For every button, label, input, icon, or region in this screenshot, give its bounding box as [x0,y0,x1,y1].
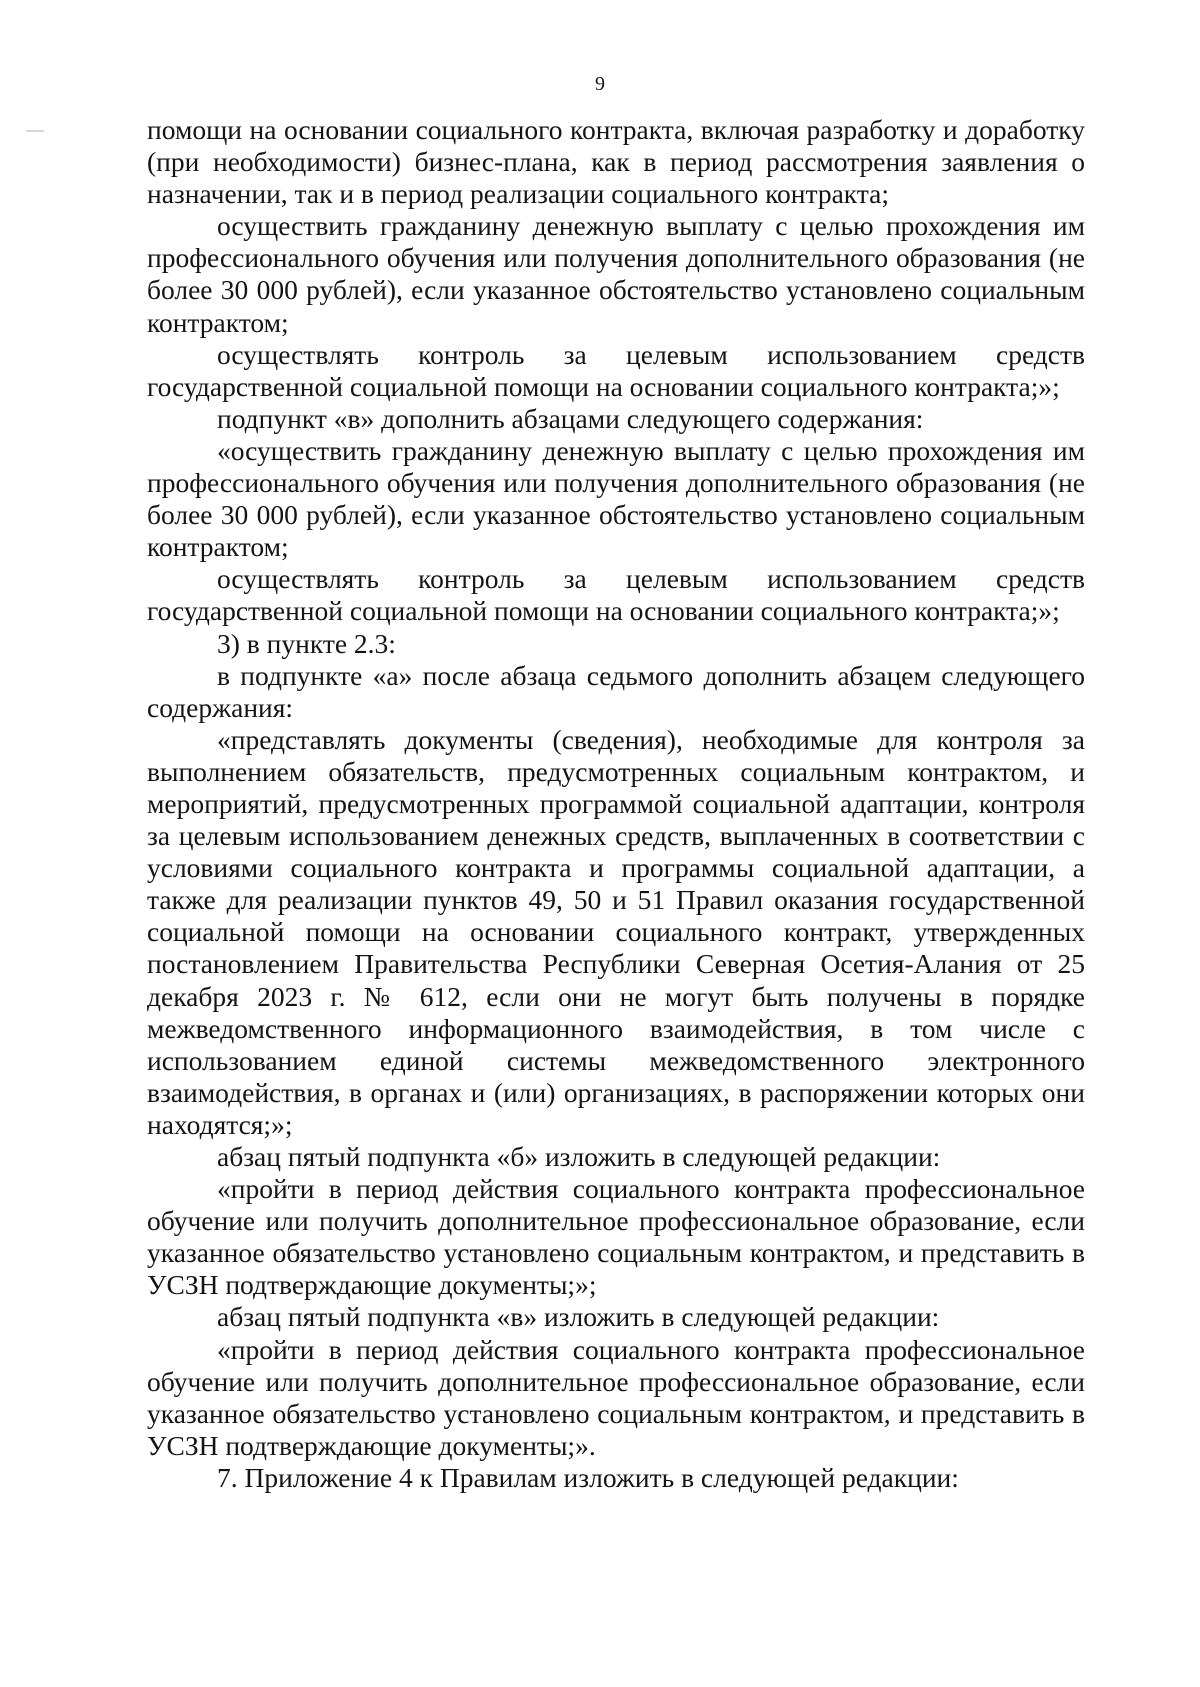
paragraph: 7. Приложение 4 к Правилам изложить в следующей редакции: [217,1461,959,1493]
paragraph: «представлять документы (сведения), необходимые для контроля за выполнением обязательств, предусмотренных социальным контрактом, и мероприятий, предусмотренных программой социальной адаптации, контроля за целевым использованием денежных средств, выплаченных в соответствии с условиями социального контракта и программы социальной адаптации, а также для реализации пунктов 49, 50 и 51 Правил оказания государственной социальной помощи на основании социального контракт, утвержденных постановлением Правительства Республики Северная Осетия-Алания от 25 декабря 2023 г. № 612, если они не могут быть получены в порядке межведомственного информационного взаимодействия, в том числе с использованием единой системы межведомственного электронного взаимодействия, в органах и (или) организациях, в распоряжении которых они находятся;»; [147,723,1085,1140]
paragraph: абзац пятый подпункта «б» изложить в следующей редакции: [217,1141,941,1172]
scan-artifact [26,130,44,132]
paragraph: в подпункте «а» после абзаца седьмого дополнить абзацем следующего содержания: [147,659,1085,723]
paragraph: 3) в пункте 2.3: [217,627,396,659]
paragraph-continuation: помощи на основании социального контракта, включая разработку и доработку (при необходимости) бизнес-плана, как в период рассмотрения заявления о назначении, так и в период реализации социального контракта; [147,114,1085,210]
paragraph: «осуществить гражданину денежную выплату с целью прохождения им профессионального обучения или получения дополнительного образования (не более 30 000 рублей), если указанное обстоятельство установлено социальным контрактом; [147,434,1085,563]
paragraph: подпункт «в» дополнить абзацами следующего содержания: [217,402,924,434]
page-number: 9 [595,73,605,95]
paragraph: осуществить гражданину денежную выплату с целью прохождения им профессионального обучения или получения дополнительного образования (не более 30 000 рублей), если указанное обстоятельство установлено социальным контрактом; [147,210,1085,338]
paragraph: осуществлять контроль за целевым использованием средств государственной социальной помощи на основании социального контракта;»; [147,563,1085,627]
paragraph: абзац пятый подпункта «в» изложить в следующей редакции: [217,1301,940,1333]
paragraph: осуществлять контроль за целевым использованием средств государственной социальной помощи на основании социального контракта;»; [147,338,1085,402]
paragraph: «пройти в период действия социального контракта профессиональное обучение или получить дополнительное профессиональное образование, если указанное обязательство установлено социальным контрактом, и представить в УСЗН подтверждающие документы;». [147,1333,1085,1461]
paragraph: «пройти в период действия социального контракта профессиональное обучение или получить дополнительное профессиональное образование, если указанное обязательство установлено социальным контрактом, и представить в УСЗН подтверждающие документы;»; [147,1173,1085,1301]
document-body [147,114,1085,1494]
